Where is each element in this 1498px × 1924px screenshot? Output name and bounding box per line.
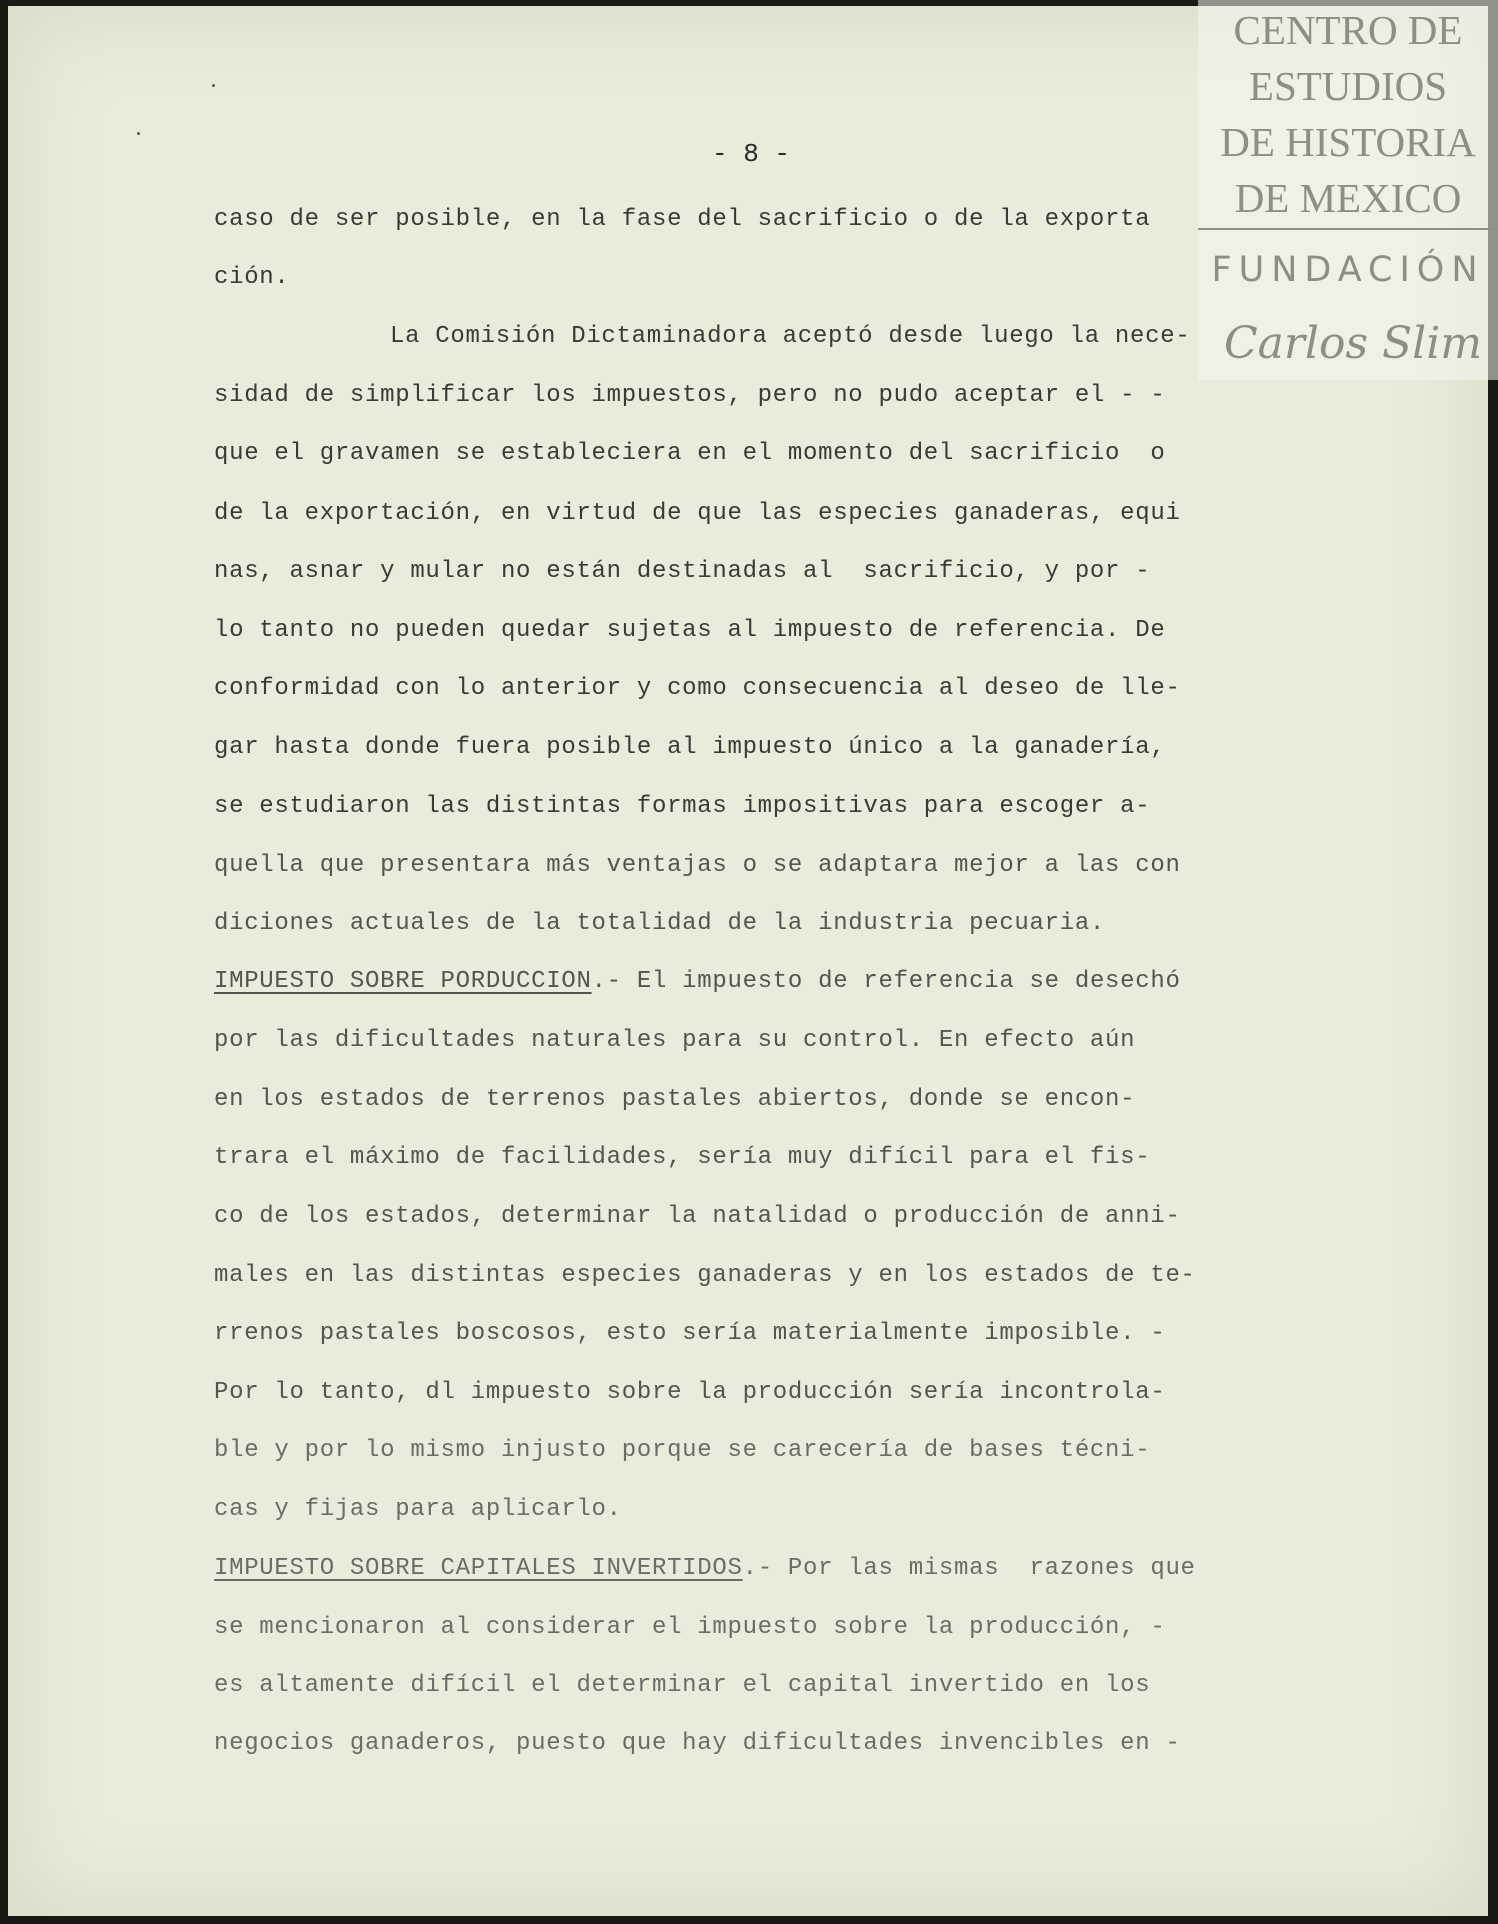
section-heading-produccion: IMPUESTO SOBRE PORDUCCION: [214, 968, 592, 995]
text-line: trara el máximo de facilidades, sería muy difícil para el fis-: [214, 1144, 1151, 1171]
watermark-rule: [1198, 228, 1498, 230]
text-line: diciones actuales de la totalidad de la industria pecuaria.: [214, 910, 1106, 937]
text-line: ble y por lo mismo injusto porque se carecería de bases técni-: [214, 1437, 1151, 1464]
watermark-line-1: CENTRO DE: [1233, 7, 1463, 53]
text-line: sidad de simplificar los impuestos, pero no pudo aceptar el - -: [214, 382, 1166, 409]
text-line: conformidad con lo anterior y como consecuencia al deseo de lle-: [214, 675, 1181, 702]
text-line: Por lo tanto, dl impuesto sobre la producción sería incontrola-: [214, 1379, 1166, 1406]
text-line: cas y fijas para aplicarlo.: [214, 1496, 622, 1523]
watermark-foundation: FUNDACIÓN: [1211, 250, 1485, 290]
text-line: rrenos pastales boscosos, esto sería materialmente imposible. -: [214, 1320, 1166, 1347]
page-number: - 8 -: [712, 139, 791, 169]
text-line: de la exportación, en virtud de que las especies ganaderas, equi: [214, 500, 1181, 527]
text-line-rest: .- El impuesto de referencia se desechó: [591, 968, 1181, 995]
text-line: se mencionaron al considerar el impuesto sobre la producción, -: [214, 1614, 1166, 1641]
text-line: [214, 1555, 1196, 1582]
paper-speck: [137, 132, 140, 135]
text-line: en los estados de terrenos pastales abiertos, donde se encon-: [214, 1086, 1136, 1113]
text-line: co de los estados, determinar la natalidad o producción de anni-: [214, 1203, 1181, 1230]
watermark-line-2: ESTUDIOS: [1248, 63, 1448, 109]
text-line: La Comisión Dictaminadora aceptó desde luego la nece-: [390, 323, 1191, 350]
text-line: [214, 968, 1181, 995]
watermark-line-3: DE HISTORIA: [1220, 119, 1476, 165]
watermark-signature: Carlos Slim: [1223, 318, 1483, 369]
text-line: lo tanto no pueden quedar sujetas al impuesto de referencia. De: [214, 617, 1166, 644]
section-heading-capitales: IMPUESTO SOBRE CAPITALES INVERTIDOS: [214, 1555, 743, 1582]
text-line: quella que presentara más ventajas o se adaptara mejor a las con: [214, 852, 1181, 879]
text-line: por las dificultades naturales para su control. En efecto aún: [214, 1027, 1136, 1054]
text-line: caso de ser posible, en la fase del sacrificio o de la exporta: [214, 206, 1151, 233]
paper-speck: [212, 84, 215, 87]
text-line: se estudiaron las distintas formas impositivas para escoger a-: [214, 793, 1151, 820]
text-line: nas, asnar y mular no están destinadas al sacrificio, y por -: [214, 558, 1151, 585]
text-line: males en las distintas especies ganaderas y en los estados de te-: [214, 1262, 1196, 1289]
text-line: negocios ganaderos, puesto que hay dificultades invencibles en -: [214, 1730, 1181, 1757]
text-line: que el gravamen se estableciera en el momento del sacrificio o: [214, 440, 1166, 467]
text-line: es altamente difícil el determinar el capital invertido en los: [214, 1672, 1151, 1699]
text-line: ción.: [214, 264, 290, 291]
text-line: gar hasta donde fuera posible al impuesto único a la ganadería,: [214, 734, 1166, 761]
text-line-rest: .- Por las mismas razones que: [742, 1555, 1196, 1582]
watermark-line-4: DE MEXICO: [1234, 175, 1462, 221]
